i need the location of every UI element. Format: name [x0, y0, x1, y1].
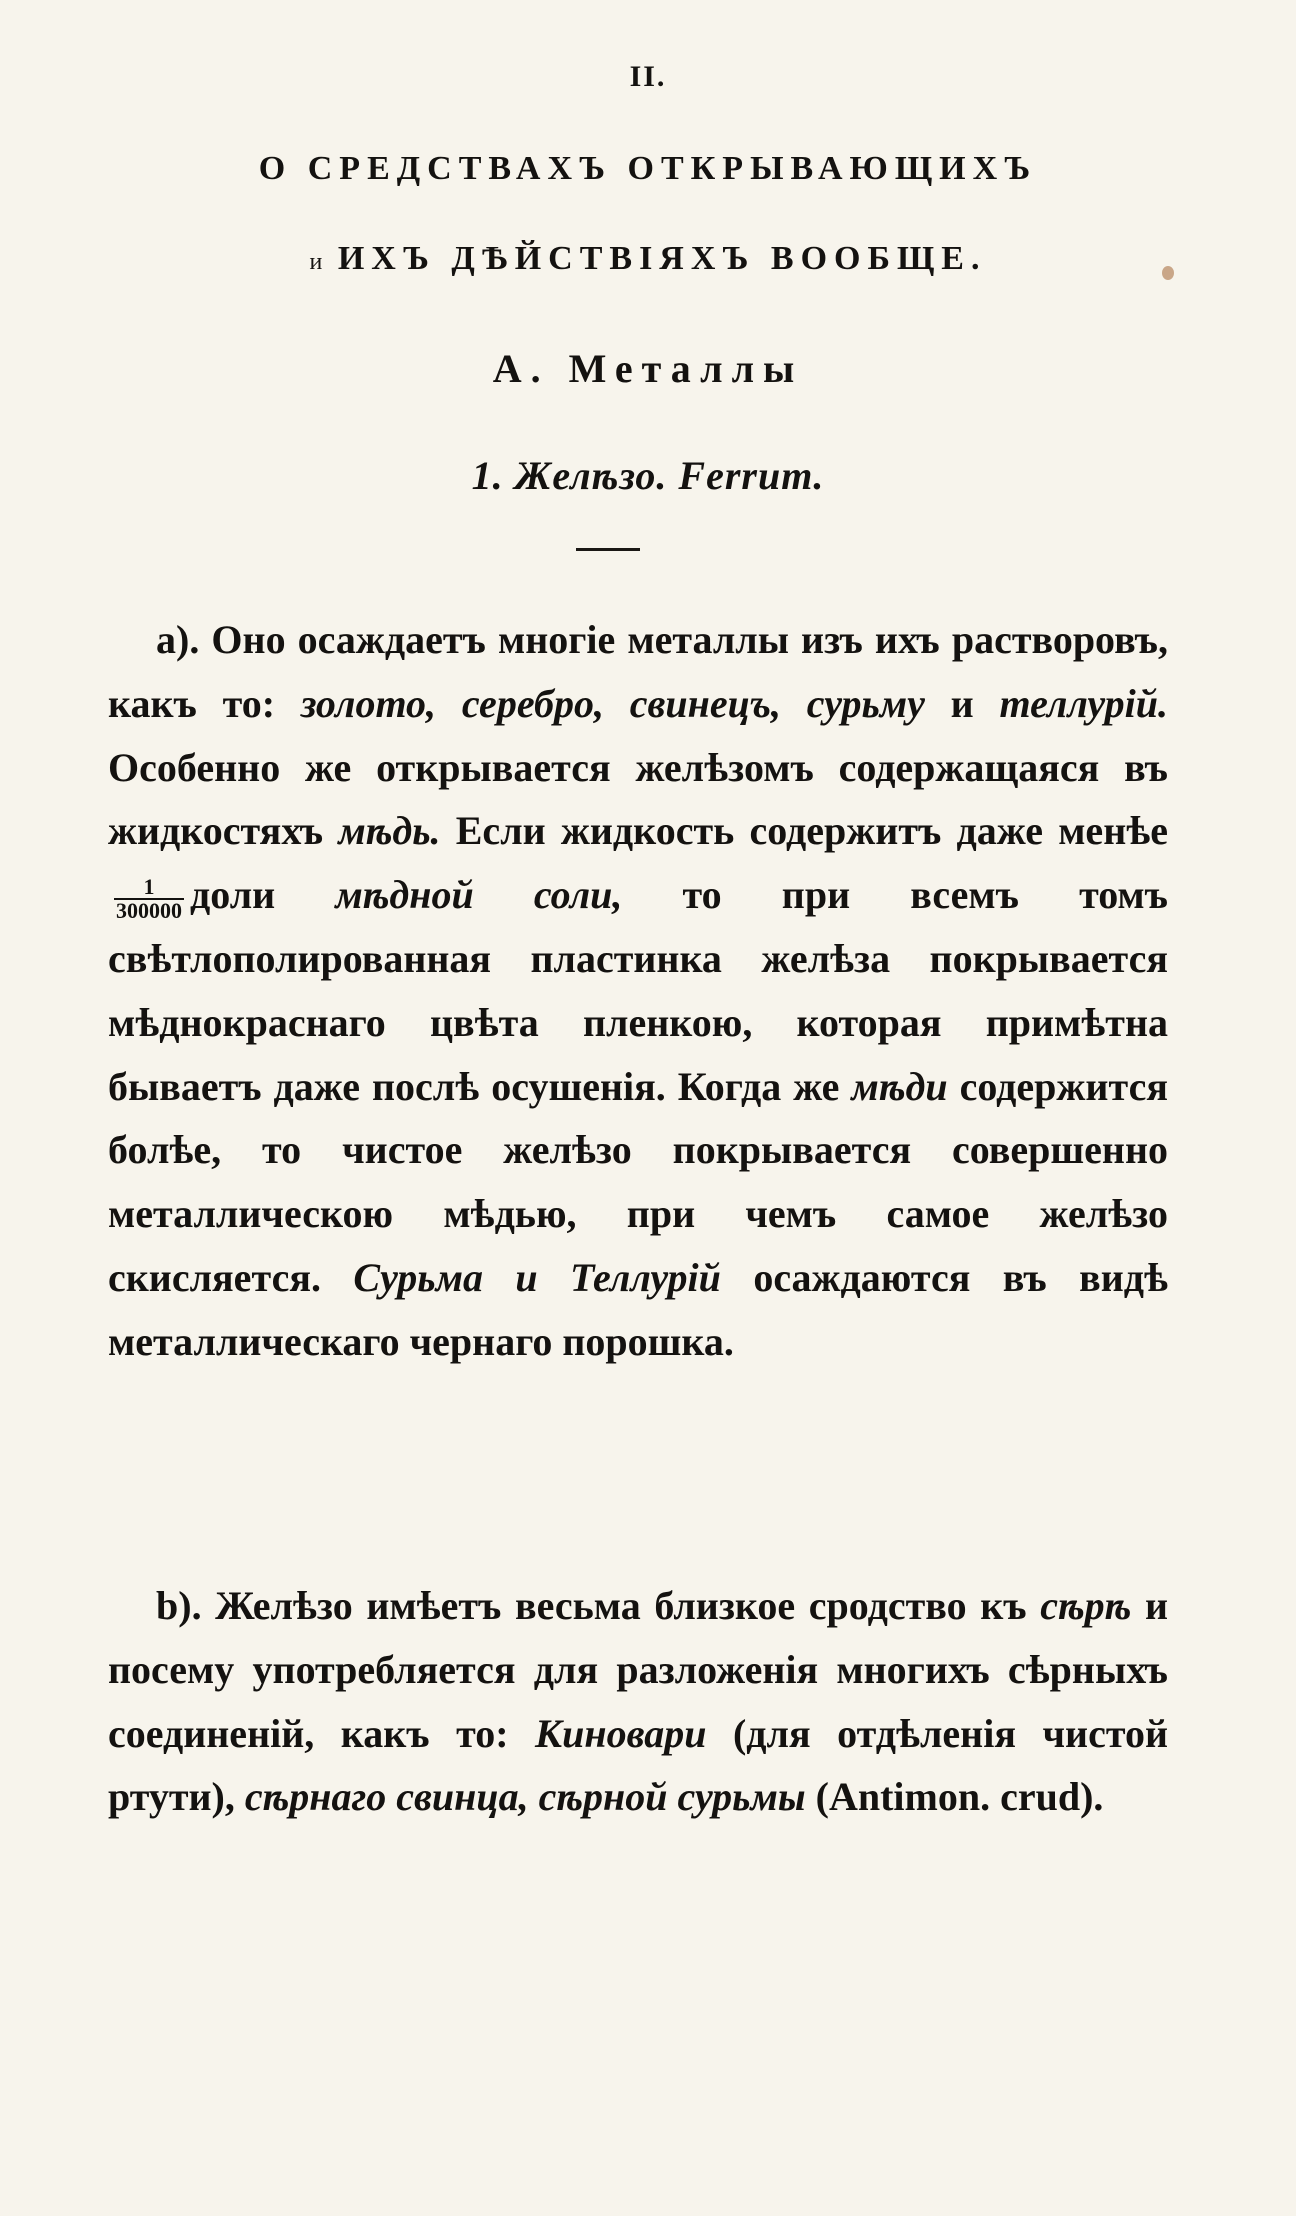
chapter-title-line-2	[0, 240, 1296, 278]
italic-run: мѣди	[851, 1063, 948, 1109]
paragraph-b	[108, 1574, 1168, 1829]
chapter-title-line-1: О СРЕДСТВАХЪ ОТКРЫВАЮЩИХЪ	[258, 150, 1038, 187]
italic-run: сѣрнаго свинца, сѣрной сурьмы	[244, 1774, 806, 1820]
italic-run: золото, серебро, свинецъ, сурьму	[300, 680, 925, 726]
text-run: осаждаются въ видѣ металлическаго чернаго порошка.	[108, 1254, 1168, 1364]
section-number: II.	[629, 60, 667, 93]
italic-run: Сурьма и Теллурій	[353, 1254, 721, 1300]
subheading: А. Металлы	[492, 346, 804, 391]
text-run: то при всемъ томъ свѣтлополированная пластинка желѣза покрывается мѣднокраснаго цвѣта пленкою, которая примѣтна бываетъ даже послѣ осушенія. Когда же	[108, 872, 1168, 1109]
text-run: а). Оно осаждаетъ многіе металлы изъ ихъ растворовъ, какъ то:	[108, 617, 1168, 726]
fraction	[114, 876, 184, 922]
text-run: и	[924, 680, 1000, 726]
text-run: содержится болѣе, то чистое желѣзо покрывается совершенно металлическою мѣдью, при чемъ самое желѣзо скисляется.	[108, 1063, 1169, 1300]
text-run: Особенно же открывается желѣзомъ содержащаяся въ жидкостяхъ	[108, 744, 1168, 854]
subsubheading: 1. Желѣзо. Ferrum.	[471, 453, 825, 498]
text-run: доли	[190, 872, 336, 918]
fraction-denominator: 300000	[116, 898, 182, 923]
italic-run: мѣдной соли,	[335, 872, 623, 918]
italic-run: сѣрѣ	[1040, 1583, 1132, 1628]
text-run: Если жидкость содержитъ даже менѣе	[440, 808, 1168, 854]
text-run: b). Желѣзо имѣетъ весьма близкое сродство къ	[156, 1583, 1041, 1628]
ink-spot	[1162, 266, 1174, 280]
text-run: (Antimon. crud).	[805, 1774, 1104, 1820]
title-conjunction: и	[309, 249, 323, 275]
title-line-2-text: ИХЪ ДѢЙСТВІЯХЪ ВООБЩЕ.	[337, 240, 987, 277]
fraction-numerator: 1	[114, 876, 184, 900]
italic-run: Киновари	[535, 1710, 707, 1756]
italic-run: теллурій.	[999, 680, 1168, 726]
italic-run: мѣдь.	[338, 808, 441, 854]
text-run: (для отдѣленія чистой ртути),	[108, 1710, 1168, 1820]
paragraph-a	[108, 608, 1168, 1374]
divider-rule	[576, 548, 640, 551]
text-run: и посему употребляется для разложенія многихъ сѣрныхъ соединеній, какъ то:	[108, 1583, 1169, 1756]
